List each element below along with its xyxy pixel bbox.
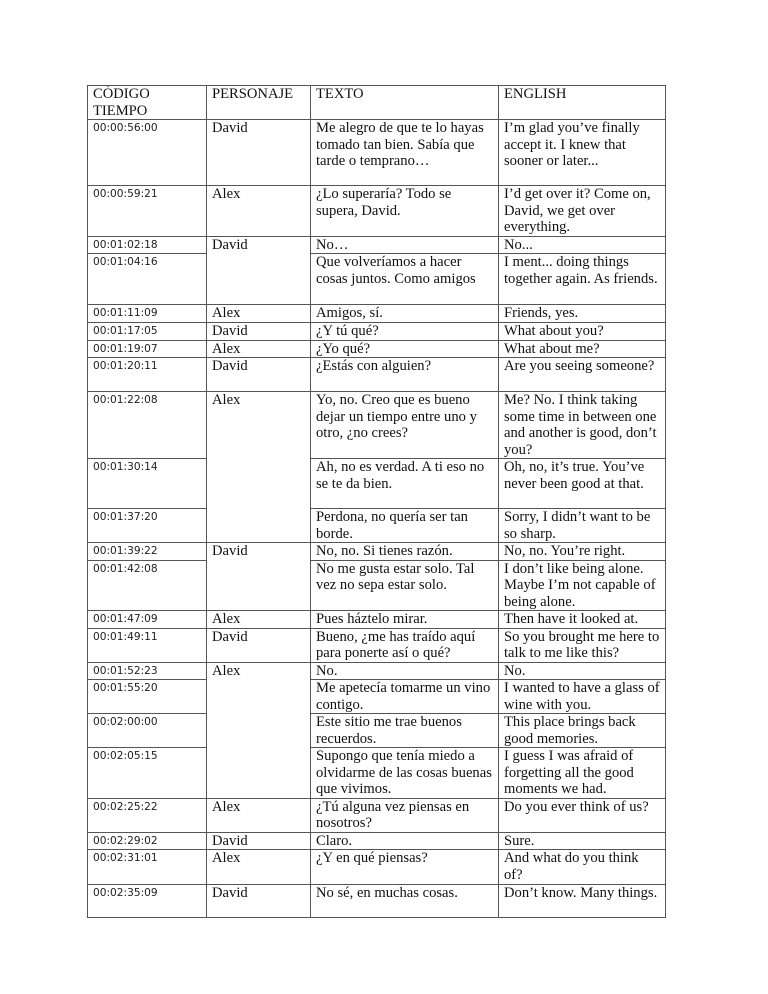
spanish-text: Me apetecía tomarme un vino contigo. [311, 680, 499, 714]
spanish-text: ¿Lo superaría? Todo se supera, David. [311, 186, 499, 237]
english-text: Oh, no, it’s true. You’ve never been good at that. [499, 459, 666, 509]
spanish-text: Pues háztelo mirar. [311, 611, 499, 629]
english-text: Friends, yes. [499, 305, 666, 323]
character: Alex [207, 798, 311, 832]
timecode: 00:01:04:16 [88, 254, 207, 305]
character: David [207, 832, 311, 850]
subtitle-script-table [87, 85, 666, 918]
english-text: What about you? [499, 322, 666, 340]
timecode: 00:02:35:09 [88, 885, 207, 918]
header-codigo-tiempo: CÓDIGO TIEMPO [88, 86, 207, 120]
header-personaje: PERSONAJE [207, 86, 311, 120]
character: Alex [207, 340, 311, 358]
english-text: Are you seeing someone? [499, 358, 666, 392]
table-row [88, 254, 666, 305]
english-text: I’m glad you’ve finally accept it. I knew that sooner or later... [499, 120, 666, 186]
timecode: 00:01:19:07 [88, 340, 207, 358]
spanish-text: Claro. [311, 832, 499, 850]
timecode: 00:01:49:11 [88, 628, 207, 662]
timecode: 00:01:17:05 [88, 322, 207, 340]
english-text: No. [499, 662, 666, 680]
english-text: Me? No. I think taking some time in between one and another is good, don’t you? [499, 392, 666, 459]
english-text: What about me? [499, 340, 666, 358]
timecode: 00:01:11:09 [88, 305, 207, 323]
timecode: 00:01:47:09 [88, 611, 207, 629]
table-row [88, 611, 666, 629]
table-row [88, 748, 666, 799]
table-row [88, 560, 666, 611]
table-row [88, 305, 666, 323]
header-english: ENGLISH [499, 86, 666, 120]
english-text: Don’t know. Many things. [499, 885, 666, 918]
character: Alex [207, 186, 311, 237]
spanish-text: No. [311, 662, 499, 680]
english-text: Do you ever think of us? [499, 798, 666, 832]
timecode: 00:01:42:08 [88, 560, 207, 611]
english-text: I’d get over it? Come on, David, we get over everything. [499, 186, 666, 237]
table-row [88, 358, 666, 392]
table-row [88, 850, 666, 885]
header-texto: TEXTO [311, 86, 499, 120]
english-text: I wanted to have a glass of wine with you. [499, 680, 666, 714]
table-header-row [88, 86, 666, 120]
spanish-text: Amigos, sí. [311, 305, 499, 323]
timecode: 00:00:56:00 [88, 120, 207, 186]
spanish-text: ¿Yo qué? [311, 340, 499, 358]
english-text: I guess I was afraid of forgetting all the good moments we had. [499, 748, 666, 799]
table-row [88, 186, 666, 237]
spanish-text: ¿Tú alguna vez piensas en nosotros? [311, 798, 499, 832]
character: David [207, 358, 311, 392]
spanish-text: No sé, en muchas cosas. [311, 885, 499, 918]
table-row [88, 340, 666, 358]
character: Alex [207, 305, 311, 323]
spanish-text: ¿Y tú qué? [311, 322, 499, 340]
spanish-text: ¿Y en qué piensas? [311, 850, 499, 885]
spanish-text: Perdona, no quería ser tan borde. [311, 509, 499, 543]
english-text: Then have it looked at. [499, 611, 666, 629]
character: David [207, 885, 311, 918]
timecode: 00:00:59:21 [88, 186, 207, 237]
table-row [88, 236, 666, 254]
english-text: And what do you think of? [499, 850, 666, 885]
timecode: 00:02:05:15 [88, 748, 207, 799]
table-row [88, 680, 666, 714]
timecode: 00:02:31:01 [88, 850, 207, 885]
timecode: 00:01:22:08 [88, 392, 207, 459]
spanish-text: ¿Estás con alguien? [311, 358, 499, 392]
english-text: I ment... doing things together again. As friends. [499, 254, 666, 305]
spanish-text: Ah, no es verdad. A ti eso no se te da bien. [311, 459, 499, 509]
table-row [88, 832, 666, 850]
timecode: 00:01:02:18 [88, 236, 207, 254]
table-row [88, 628, 666, 662]
spanish-text: Que volveríamos a hacer cosas juntos. Como amigos [311, 254, 499, 305]
character: David [207, 322, 311, 340]
timecode: 00:02:00:00 [88, 714, 207, 748]
character: Alex [207, 392, 311, 543]
table-row [88, 459, 666, 509]
character: David [207, 236, 311, 305]
english-text: So you brought me here to talk to me like this? [499, 628, 666, 662]
english-text: This place brings back good memories. [499, 714, 666, 748]
table-row [88, 714, 666, 748]
character: Alex [207, 662, 311, 798]
table-row [88, 392, 666, 459]
timecode: 00:01:55:20 [88, 680, 207, 714]
timecode: 00:01:39:22 [88, 543, 207, 561]
spanish-text: No me gusta estar solo. Tal vez no sepa estar solo. [311, 560, 499, 611]
character: David [207, 120, 311, 186]
spanish-text: Supongo que tenía miedo a olvidarme de las cosas buenas que vivimos. [311, 748, 499, 799]
spanish-text: Bueno, ¿me has traído aquí para ponerte así o qué? [311, 628, 499, 662]
character: David [207, 628, 311, 662]
spanish-text: No, no. Si tienes razón. [311, 543, 499, 561]
table-row [88, 885, 666, 918]
table-row [88, 543, 666, 561]
table-row [88, 662, 666, 680]
table-row [88, 509, 666, 543]
timecode: 00:01:52:23 [88, 662, 207, 680]
character: Alex [207, 611, 311, 629]
timecode: 00:02:29:02 [88, 832, 207, 850]
table-row [88, 322, 666, 340]
timecode: 00:01:37:20 [88, 509, 207, 543]
spanish-text: No… [311, 236, 499, 254]
table-row [88, 798, 666, 832]
english-text: I don’t like being alone. Maybe I’m not capable of being alone. [499, 560, 666, 611]
timecode: 00:02:25:22 [88, 798, 207, 832]
english-text: No... [499, 236, 666, 254]
spanish-text: Yo, no. Creo que es bueno dejar un tiempo entre uno y otro, ¿no crees? [311, 392, 499, 459]
character: David [207, 543, 311, 611]
english-text: Sure. [499, 832, 666, 850]
english-text: Sorry, I didn’t want to be so sharp. [499, 509, 666, 543]
timecode: 00:01:30:14 [88, 459, 207, 509]
spanish-text: Este sitio me trae buenos recuerdos. [311, 714, 499, 748]
spanish-text: Me alegro de que te lo hayas tomado tan bien. Sabía que tarde o temprano… [311, 120, 499, 186]
character: Alex [207, 850, 311, 885]
timecode: 00:01:20:11 [88, 358, 207, 392]
table-row [88, 120, 666, 186]
english-text: No, no. You’re right. [499, 543, 666, 561]
